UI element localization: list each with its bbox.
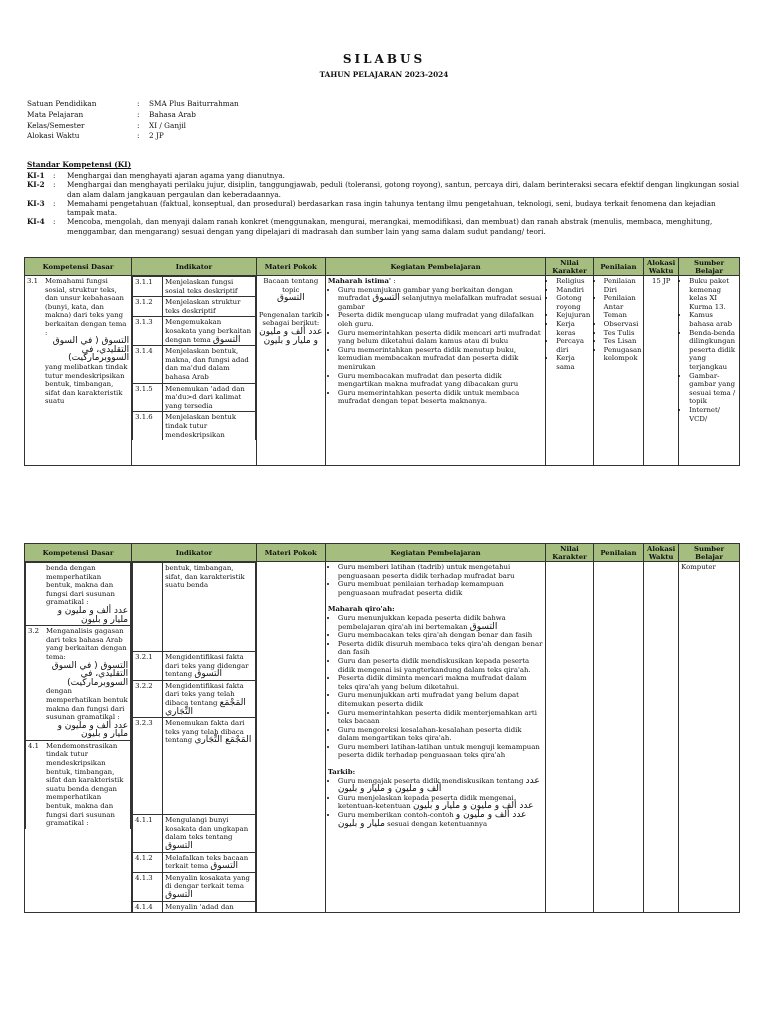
- kegiatan-item: • Peserta didik diminta mencari makna mufradat dalam teks qira'ah yang belum diketahui.: [338, 674, 543, 691]
- meta-value: XI / Ganjil: [149, 120, 186, 130]
- kegiatan-item: • Guru menjelaskan kepada peserta didik mengenai ketentuan-ketentuan عدد ألف و مليون و مليار و بليون: [338, 794, 543, 811]
- ki-code: KI-4: [27, 217, 45, 227]
- ki-text: Memahami pengetahuan (faktual, konseptual, dan prosedural) berdasarkan rasa ingin tahunya tentang ilmu pengetahuan, teknologi, seni, budaya terkait fenomena dan kejadian tampak mata.: [67, 198, 716, 218]
- kegiatan-arabic: عدد ألف و مليون و مليار و بليون: [337, 810, 527, 829]
- kd-number: 4.1: [28, 741, 39, 750]
- kd-block: [26, 563, 131, 626]
- kd-text: Memahami fungsi sosial, struktur teks, dan unsur kebahasaan (bunyi, kata, dan makna) dari teks yang berkaitan dengan tema :: [45, 277, 127, 337]
- ki-item: KI-2 : Menghargai dan menghayati perilaku jujur, disiplin, tanggungjawab, peduli (toleransi, gotong royong), santun, percaya diri, dalam berinteraksi secara efektif dengan lingkungan sosial dan alam dalam jangkauan pergaulan dan keberadaannya.: [27, 180, 742, 199]
- table-row: [25, 276, 740, 466]
- indikator-number: 4.1.4: [133, 901, 163, 912]
- indikator-text: Menyalin 'adad dan: [163, 901, 256, 912]
- indikator-arabic: التسوق: [165, 889, 193, 900]
- kegiatan-heading: Maharah istima': [327, 277, 392, 285]
- kd-arabic: التسوق ( في السوق التقليدي، في: [52, 336, 130, 355]
- indikator-row: [133, 815, 256, 852]
- ki-item: KI-4 : Mencoba, mengolah, dan menyaji dalam ranah konkret (menggunakan, mengurai, merangkai, memodifikasi, dan membuat) dan ranah abstrak (menulis, membaca, menghitung, menggambar, dan mengarang) sesuai dengan yang dipelajari di madrasah dan sumber lain yang sama dalam sudut pandang/ teori.: [27, 217, 742, 236]
- nilai-item: • Percaya diri: [556, 337, 590, 354]
- penilaian-list: [596, 277, 641, 363]
- indikator-arabic: التسوق: [210, 861, 239, 872]
- ki-item: KI-1 : Menghargai dan menghayati ajaran agama yang dianutnya.: [27, 171, 742, 180]
- indikator-arabic: التسوق: [194, 669, 222, 680]
- ki-heading: Standar Kompetensi (KI): [27, 160, 132, 169]
- indikator-text: Mengulangi bunyi kosakata dan ungkapan dalam teks tentang: [165, 816, 249, 842]
- nilai-item: • Gotong royong: [556, 294, 590, 311]
- kegiatan-list: [328, 777, 543, 829]
- indikator-number: 3.1.6: [133, 412, 163, 440]
- indikator-row: [133, 718, 256, 815]
- kegiatan-heading-tail: :: [393, 277, 396, 285]
- header-penilaian: Penilaian: [593, 544, 643, 562]
- indikator-text: Mengidentifikasi fakta dari teks yang telah dibaca tentang: [165, 681, 244, 707]
- indikator-row: [133, 563, 256, 652]
- kegiatan-list: [328, 286, 543, 406]
- kd-block: [26, 740, 131, 828]
- header-materi: Materi Pokok: [256, 544, 325, 562]
- penilaian-cell: [593, 276, 643, 466]
- meta-key: Kelas/Semester: [27, 120, 85, 130]
- meta-value: Bahasa Arab: [149, 109, 196, 119]
- kd-text: Menganalisis gagasan dari teks bahasa Arab yang berkaitan dengan tema:: [46, 627, 127, 661]
- kegiatan-arabic: التسوق: [372, 293, 400, 304]
- indikator-arabic: المَجْمَع التِّجَاري: [194, 735, 252, 746]
- ki-code: KI-3: [27, 198, 45, 208]
- ki-text: Mencoba, mengolah, dan menyaji dalam ranah konkret (menggunakan, mengurai, merangkai, memodifikasi, dan membuat) dan ranah abstrak (menulis, membaca, menghitung, menggambar, dan mengarang) sesuai dengan yang dipelajari di madrasah dan sumber lain yang sama dalam sudut pandang/ teori.: [67, 217, 713, 236]
- document-subtitle: TAHUN PELAJARAN 2023-2024: [319, 70, 449, 79]
- kegiatan-arabic: التسوق: [469, 621, 498, 632]
- meta-row-satuan: Satuan Pendidikan : SMA Plus Baiturrahman: [27, 99, 239, 108]
- kd-arabic: السووبرماركيت): [68, 353, 130, 364]
- penilaian-item: • Penugasan kelompok: [604, 346, 641, 363]
- kegiatan-item: • Guru memerintahkan peserta didik untuk membaca mufradat dengan tepat beserta maknanya.: [338, 389, 543, 406]
- kd-number: 3.1: [27, 277, 38, 285]
- ki-list: [27, 171, 742, 236]
- ki-code: KI-1: [27, 171, 45, 180]
- nilai-cell: [546, 562, 593, 913]
- sumber-item: • Gambar-gambar yang sesuai tema / topik: [689, 372, 737, 406]
- meta-key: Mata Pelajaran: [27, 109, 84, 119]
- kegiatan-item: • Guru memberi latihan (tadrib) untuk mengetahui penguasaan peserta didik terhadap mufradat baru: [338, 563, 543, 580]
- nilai-item: • Kerja keras: [556, 320, 590, 337]
- kegiatan-item: • Guru memberikan contoh-contoh عدد ألف و مليون و مليار و بليون sesuai dengan ketentuannya: [338, 811, 543, 828]
- header-nilai: Nilai Karakter: [546, 544, 593, 562]
- indikator-arabic: التسوق: [165, 840, 193, 851]
- indikator-cell: [132, 276, 257, 466]
- sumber-cell: Komputer: [679, 562, 740, 913]
- indikator-cell: [132, 562, 257, 913]
- indikator-number: 3.2.1: [133, 652, 163, 681]
- indikator-text: Menjelaskan struktur teks deskriptif: [163, 297, 256, 317]
- indikator-text: Melafalkan teks bacaan terkait tema: [165, 853, 249, 871]
- indikator-text: Menyalin kosakata yang di dengar terkait tema: [165, 873, 250, 891]
- indikator-number: 3.1.3: [133, 317, 163, 346]
- meta-row-mapel: Mata Pelajaran : Bahasa Arab: [27, 109, 196, 119]
- penilaian-item: • Tes Tulis: [604, 329, 641, 338]
- meta-key: Satuan Pendidikan: [27, 99, 97, 108]
- meta-row-kelas: Kelas/Semester : XI / Ganjil: [27, 120, 186, 130]
- ki-code: KI-2: [27, 180, 45, 190]
- alokasi-cell: [644, 562, 679, 913]
- indikator-list: [132, 562, 256, 912]
- header-kegiatan: Kegiatan Pembelajaran: [325, 544, 545, 562]
- kegiatan-arabic: عدد ألف و مليون و مليار و بليون: [337, 775, 540, 795]
- header-sumber: Sumber Belajar: [679, 544, 740, 562]
- indikator-number: 3.2.2: [133, 680, 163, 717]
- kegiatan-arabic: عدد ألف و مليون و مليار و بليون: [412, 801, 534, 812]
- indikator-number: 3.1.1: [133, 277, 163, 297]
- ki-text: Menghargai dan menghayati perilaku jujur, disiplin, tanggungjawab, peduli (toleransi, gotong royong), santun, percaya diri, dalam berinteraksi secara efektif dengan lingkungan sosial dan alam dalam jangkauan pergaulan dan keberadaannya.: [67, 180, 740, 199]
- meta-value: 2 JP: [149, 131, 164, 141]
- kd-cell: [25, 562, 132, 913]
- indikator-row: [133, 317, 256, 346]
- kegiatan-cell: [325, 276, 545, 466]
- indikator-arabic: التسوق: [212, 334, 241, 345]
- kd-text-tail: yang melibatkan tindak tutur mendeskripsikan bentuk, timbangan, sifat dan karakteristik suatu: [45, 362, 128, 406]
- indikator-row: [133, 852, 256, 872]
- indikator-row: [133, 872, 256, 901]
- kegiatan-item: • Guru memerintahkan peserta didik mencari arti mufradat yang belum diketahui dalam kamus atau di buku: [338, 329, 543, 346]
- penilaian-item: • Tes Lisan: [604, 337, 641, 346]
- document-title: SILABUS: [342, 52, 426, 66]
- kd-text: Mendemonstrasikan tindak tutur mendeskripsikan bentuk, timbangan, sifat dan karakteristik suatu benda dengan memperhatikan bentuk, makna dan fungsi dari susunan gramatikal :: [46, 741, 124, 828]
- kd-text-tail: dengan memperhatikan bentuk makna dan fungsi dari susunan gramatikal :: [46, 687, 128, 722]
- indikator-row: [133, 901, 256, 912]
- indikator-text: Menjelaskan bentuk, makna, dan fungsi adad dan ma'dud dalam bahasa Arab: [163, 346, 256, 383]
- materi-arabic: التسوق: [276, 293, 305, 304]
- indikator-row: [133, 277, 256, 297]
- kegiatan-item: • Peserta didik mengucap ulang mufradat yang dilafalkan oleh guru.: [338, 311, 543, 328]
- meta-row-alokasi: Alokasi Waktu : 2 JP: [27, 131, 164, 141]
- indikator-number: 3.2.3: [133, 718, 163, 815]
- table-header-row: [25, 258, 740, 276]
- kegiatan-item: • Guru menunjukan gambar yang berkaitan dengan mufradat التسوق selanjutnya melafalkan mufradat sesuai gambar: [338, 286, 543, 312]
- penilaian-item: • Observasi: [604, 320, 641, 329]
- kd-cell: [25, 276, 132, 466]
- header-kegiatan: Kegiatan Pembelajaran: [325, 258, 545, 276]
- sumber-cell: [679, 276, 740, 466]
- sumber-item: • Kamus bahasa arab: [689, 311, 737, 328]
- kegiatan-item: • Guru mengoreksi kesalahan-kesalahan peserta didik dalam mengartikan teks qira'ah.: [338, 726, 543, 743]
- silabus-table-2: [24, 543, 740, 913]
- silabus-table-1: [24, 257, 740, 466]
- kegiatan-item: • Peserta didik disuruh membaca teks qira'ah dengan benar dan fasih: [338, 640, 543, 657]
- kegiatan-item: • Guru memerintahkan peserta didik menterjemahkan arti teks bacaan: [338, 709, 543, 726]
- alokasi-cell: 15 JP: [644, 276, 679, 466]
- indikator-arabic: المَجْمَع التِّجَاري: [165, 697, 246, 717]
- kegiatan-item: • Guru membuat penilaian terhadap kemampuan penguasaan mufradat peserta didik: [338, 580, 543, 597]
- indikator-text: bentuk, timbangan, sifat, dan karakteristik suatu benda: [163, 563, 256, 652]
- indikator-text: Menjelaskan bentuk tindak tutur mendeskripsikan: [163, 412, 256, 440]
- header-alokasi: Alokasi Waktu: [644, 544, 679, 562]
- nilai-cell: [546, 276, 593, 466]
- kd-number: 3.2: [28, 627, 39, 636]
- penilaian-item: • Penilaian Antar Teman: [604, 294, 641, 320]
- table-row: [25, 562, 740, 913]
- kegiatan-list: [328, 563, 543, 597]
- indikator-row: [133, 383, 256, 412]
- indikator-list: [132, 276, 256, 440]
- indikator-row: [133, 297, 256, 317]
- indikator-number: 3.1.5: [133, 383, 163, 412]
- kegiatan-heading: Maharah qiro'ah:: [327, 605, 395, 614]
- nilai-item: • Kejujuran: [556, 311, 590, 320]
- kd-arabic: عدد ألف و مليون و مليار و بليون: [57, 720, 129, 740]
- indikator-number: 3.1.2: [133, 297, 163, 317]
- header-indikator: Indikator: [132, 258, 257, 276]
- kegiatan-item: • Guru memberi latihan-latihan untuk menguji kemampuan peserta didik terhadap penguasaan teks qira'ah: [338, 743, 543, 760]
- meta-key: Alokasi Waktu: [27, 131, 80, 141]
- materi-text: Pengenalan tarkib sebagai berikut:: [258, 310, 323, 328]
- ki-text: Menghargai dan menghayati ajaran agama yang dianutnya.: [67, 171, 285, 180]
- indikator-text: Menemukan fakta dari teks yang telah dibaca tentang: [165, 719, 245, 745]
- sumber-item: • Buku paket kemenag kelas XI Kurma 13.: [689, 277, 737, 311]
- kegiatan-item: • Guru membacakan mufradat dan peserta didik mengartikan makna mufradat yang dibacakan guru: [338, 372, 543, 389]
- sumber-list: [681, 277, 737, 423]
- kd-block: [26, 626, 131, 741]
- nilai-list: [548, 277, 590, 372]
- kegiatan-item: • Guru menunjukkan kepada peserta didik bahwa pembelajaran qira'ah ini bertemakan التسوق: [338, 614, 543, 631]
- kd-arabic: السووبرماركيت): [67, 677, 129, 688]
- kegiatan-cell: [325, 562, 545, 913]
- header-sumber: Sumber Belajar: [679, 258, 740, 276]
- sumber-item: • Internet/ VCD/: [689, 406, 737, 423]
- indikator-text: Menjelaskan fungsi sosial teks deskriptif: [163, 277, 256, 297]
- kd-text: benda dengan memperhatikan bentuk, makna dan fungsi dari susunan gramatikal :: [46, 564, 115, 607]
- materi-cell: [256, 562, 325, 913]
- kd-arabic: التسوق ( في السوق التقليدي، في: [51, 660, 129, 680]
- indikator-number: 4.1.1: [133, 815, 163, 852]
- kegiatan-item: • Guru dan peserta didik mendiskusikan kepada peserta didik mengenai isi yangterkandung dalam teks qira'ah.: [338, 657, 543, 674]
- kegiatan-item: • Guru menunjukkan arti mufradat yang belum dapat ditemukan peserta didik: [338, 691, 543, 708]
- kegiatan-item: • Guru membacakan teks qira'ah dengan benar dan fasih: [338, 631, 543, 640]
- materi-text: Bacaan tentang topic: [263, 277, 319, 294]
- meta-block: [27, 99, 239, 142]
- materi-arabic: عدد ألف و مليون و مليار و بليون: [259, 326, 323, 346]
- kd-list: [25, 562, 131, 829]
- table-header-row: [25, 544, 740, 562]
- indikator-number: 3.1.4: [133, 346, 163, 383]
- penilaian-item: • Penilaian Diri: [604, 277, 641, 294]
- header-materi: Materi Pokok: [256, 258, 325, 276]
- sumber-item: • Benda-benda dilingkungan peserta didik yang terjangkau: [689, 329, 737, 372]
- indikator-row: [133, 652, 256, 681]
- indikator-text: Menemukan 'adad dan ma'du>d dari kalimat yang tersedia: [163, 383, 256, 412]
- indikator-text: Mengemukakan kosakata yang berkaitan dengan tema: [165, 318, 252, 344]
- header-kd: Kompetensi Dasar: [25, 544, 132, 562]
- kegiatan-item: • Guru mengajak peserta didik mendiskusikan tentang عدد ألف و مليون و مليار و بليون: [338, 777, 543, 794]
- nilai-item: • Mandiri: [556, 286, 590, 295]
- indikator-row: [133, 346, 256, 383]
- indikator-number: 4.1.2: [133, 852, 163, 872]
- meta-value: SMA Plus Baiturrahman: [149, 99, 239, 108]
- nilai-item: • Religius: [556, 277, 590, 286]
- indikator-number: 4.1.3: [133, 872, 163, 901]
- kd-arabic: عدد ألف و مليون و مليار و بليون: [57, 605, 129, 625]
- nilai-item: • Kerja sama: [556, 354, 590, 371]
- penilaian-cell: [593, 562, 643, 913]
- kegiatan-item: • Guru memerintahkan peserta didik menutup buku, kemudian membacakan mufradat dan peserta didik menirukan: [338, 346, 543, 372]
- materi-cell: [256, 276, 325, 466]
- indikator-row: [133, 412, 256, 440]
- kegiatan-list: [328, 614, 543, 760]
- header-kd: Kompetensi Dasar: [25, 258, 132, 276]
- header-penilaian: Penilaian: [593, 258, 643, 276]
- kegiatan-heading: Tarkib:: [327, 768, 356, 777]
- header-indikator: Indikator: [132, 544, 257, 562]
- indikator-row: [133, 680, 256, 717]
- indikator-text: Mengidentifikasi fakta dari teks yang didengar tentang: [165, 653, 249, 679]
- ki-item: KI-3 : Memahami pengetahuan (faktual, konseptual, dan prosedural) berdasarkan rasa ingin tahunya tentang ilmu pengetahuan, teknologi, seni, budaya terkait fenomena dan kejadian tampak mata.: [27, 199, 742, 218]
- header-alokasi: Alokasi Waktu: [644, 258, 679, 276]
- header-nilai: Nilai Karakter: [546, 258, 593, 276]
